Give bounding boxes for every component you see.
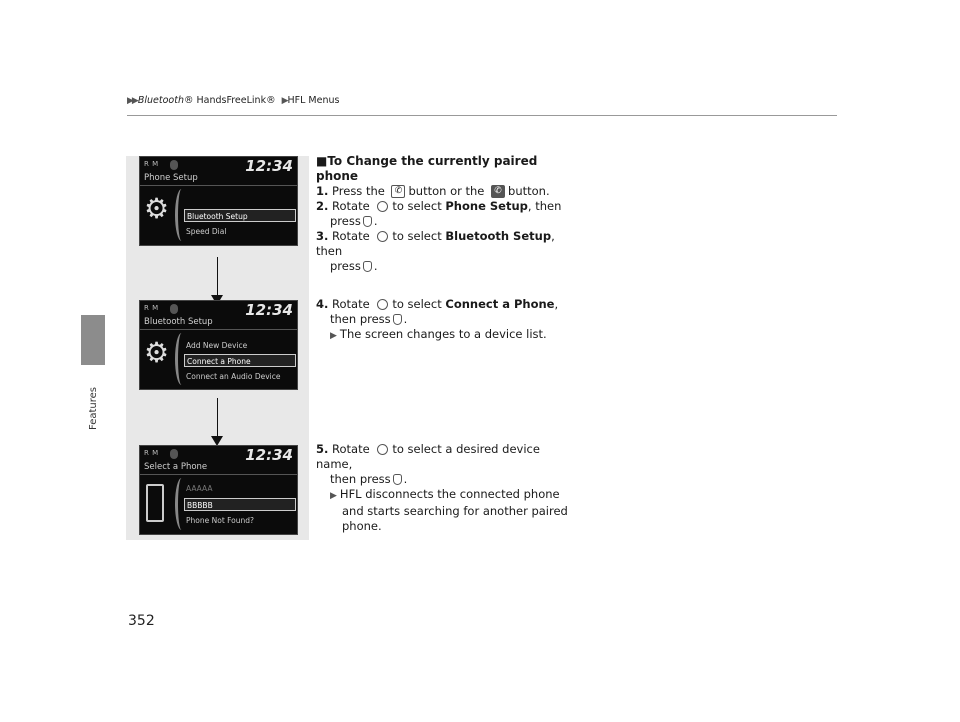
screen-title: Bluetooth Setup <box>144 317 213 327</box>
clock: 12:34 <box>245 157 293 175</box>
screen-select-a-phone <box>139 445 298 535</box>
menu-item-phone-not-found[interactable]: Phone Not Found? <box>186 516 255 525</box>
flow-arrow-line <box>217 257 218 297</box>
section-heading: ■To Change the currently paired phone <box>316 154 538 183</box>
divider <box>140 185 297 186</box>
gear-icon: ⚙ <box>144 192 170 225</box>
screen-title: Phone Setup <box>144 173 198 183</box>
instructions-block-2 <box>316 297 576 344</box>
step-5-note: ▶ HFL disconnects the connected phone <box>330 487 560 501</box>
menu-item-connect-a-phone[interactable]: Connect a Phone <box>184 354 296 367</box>
screen-phone-setup <box>139 156 298 246</box>
step-5-note-cont: phone. <box>342 519 382 533</box>
menu-item-connect-audio-device[interactable]: Connect an Audio Device <box>186 372 281 381</box>
chapter-label: Features <box>88 387 99 430</box>
instructions-block-3 <box>316 442 576 534</box>
press-dial-icon <box>363 261 372 272</box>
menu-item-add-new-device[interactable]: Add New Device <box>186 341 248 350</box>
device-item-aaaaa[interactable]: AAAAA <box>186 484 213 493</box>
flow-arrow-line <box>217 398 218 438</box>
phone-button-icon: ✆ <box>391 185 405 198</box>
step-5-cont: then press . <box>330 472 408 486</box>
breadcrumb-item-handsfreelink: ® HandsFreeLink® <box>183 95 276 106</box>
divider <box>140 474 297 475</box>
interface-dial-icon <box>377 444 388 455</box>
status-indicator: R M <box>144 304 159 312</box>
step-5-note-cont: and starts searching for another paired <box>342 504 568 518</box>
bluetooth-icon <box>170 304 178 314</box>
note-arrow-icon: ▶ <box>330 491 337 501</box>
instructions-block-1 <box>316 154 576 274</box>
breadcrumb-item-bluetooth: Bluetooth <box>137 95 184 106</box>
breadcrumb-arrow-icon: ▶▶ <box>127 95 137 106</box>
step-4: 4. Rotate to select Connect a Phone, <box>316 297 559 311</box>
page-number: 352 <box>128 613 155 629</box>
step-2: 2. Rotate to select Phone Setup, then <box>316 199 562 213</box>
pick-up-button-icon: ✆ <box>491 185 505 198</box>
interface-dial-icon <box>377 201 388 212</box>
step-5: 5. Rotate to select a desired device name, <box>316 442 540 471</box>
step-4-cont: then press . <box>330 312 408 326</box>
chapter-tab <box>81 315 105 365</box>
menu-item-bluetooth-setup[interactable]: Bluetooth Setup <box>184 209 296 222</box>
bluetooth-icon <box>170 160 178 170</box>
step-1: 1. Press the ✆ button or the ✆ button. <box>316 184 550 198</box>
breadcrumb-arrow-icon: ▶ <box>281 95 287 106</box>
screen-title: Select a Phone <box>144 462 208 472</box>
press-dial-icon <box>393 474 402 485</box>
note-arrow-icon: ▶ <box>330 331 337 341</box>
device-item-bbbbb[interactable]: BBBBB <box>184 498 296 511</box>
status-indicator: R M <box>144 160 159 168</box>
press-dial-icon <box>363 216 372 227</box>
clock: 12:34 <box>245 301 293 319</box>
breadcrumb <box>127 95 345 106</box>
step-3-cont: press . <box>330 259 378 273</box>
step-3: 3. Rotate to select Bluetooth Setup, then <box>316 229 555 258</box>
clock: 12:34 <box>245 446 293 464</box>
step-4-note: ▶ The screen changes to a device list. <box>330 327 547 341</box>
bluetooth-icon <box>170 449 178 459</box>
interface-dial-icon <box>377 231 388 242</box>
step-2-cont: press . <box>330 214 378 228</box>
gear-icon: ⚙ <box>144 336 170 369</box>
status-indicator: R M <box>144 449 159 457</box>
header-rule <box>127 115 837 116</box>
menu-item-speed-dial[interactable]: Speed Dial <box>186 227 227 236</box>
divider <box>140 329 297 330</box>
screen-bluetooth-setup <box>139 300 298 390</box>
interface-dial-icon <box>377 299 388 310</box>
press-dial-icon <box>393 314 402 325</box>
phone-icon <box>146 484 164 522</box>
breadcrumb-item-hfl-menus: HFL Menus <box>287 95 340 106</box>
